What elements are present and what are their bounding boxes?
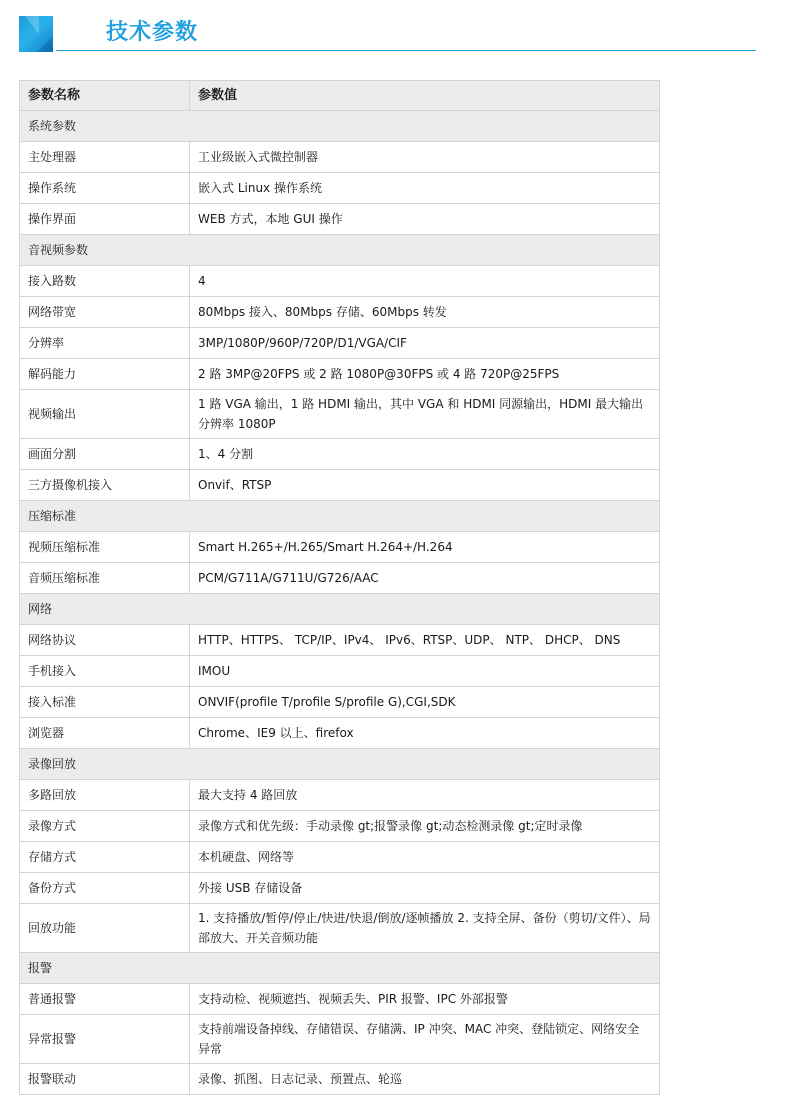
column-header-value: 参数值 [190, 81, 660, 111]
section-label: 音视频参数 [20, 235, 660, 266]
param-value: 嵌入式 Linux 操作系统 [190, 173, 660, 204]
param-value: HTTP、HTTPS、 TCP/IP、IPv4、 IPv6、RTSP、UDP、 NTP、 DHCP、 DNS [190, 625, 660, 656]
table-row [20, 656, 660, 687]
param-name: 视频输出 [20, 390, 190, 439]
spec-table [19, 80, 660, 1095]
table-row [20, 142, 660, 173]
param-value: Smart H.265+/H.265/Smart H.264+/H.264 [190, 532, 660, 563]
param-value: 4 [190, 266, 660, 297]
param-value: 工业级嵌入式微控制器 [190, 142, 660, 173]
table-row [20, 625, 660, 656]
param-value: WEB 方式，本地 GUI 操作 [190, 204, 660, 235]
param-value: 80Mbps 接入、80Mbps 存储、60Mbps 转发 [190, 297, 660, 328]
table-row [20, 439, 660, 470]
table-row [20, 687, 660, 718]
param-name: 分辨率 [20, 328, 190, 359]
table-row [20, 359, 660, 390]
param-name: 浏览器 [20, 718, 190, 749]
param-value: ONVIF(profile T/profile S/profile G),CGI,SDK [190, 687, 660, 718]
table-row [20, 328, 660, 359]
param-value: 录像、抓图、日志记录、预置点、轮巡 [190, 1064, 660, 1095]
section-label: 网络 [20, 594, 660, 625]
param-name: 手机接入 [20, 656, 190, 687]
table-row [20, 1015, 660, 1064]
param-name: 存储方式 [20, 842, 190, 873]
param-value: IMOU [190, 656, 660, 687]
param-name: 解码能力 [20, 359, 190, 390]
param-name: 报警联动 [20, 1064, 190, 1095]
table-header-row [20, 81, 660, 111]
param-name: 主处理器 [20, 142, 190, 173]
table-row [20, 984, 660, 1015]
column-header-name: 参数名称 [20, 81, 190, 111]
table-row [20, 204, 660, 235]
table-row [20, 873, 660, 904]
section-row [20, 501, 660, 532]
table-row [20, 904, 660, 953]
table-row [20, 811, 660, 842]
param-value: 1 路 VGA 输出，1 路 HDMI 输出，其中 VGA 和 HDMI 同源输出，HDMI 最大输出分辨率 1080P [190, 390, 660, 439]
spec-table-body [20, 111, 660, 1095]
param-name: 音频压缩标准 [20, 563, 190, 594]
param-value: 支持动检、视频遮挡、视频丢失、PIR 报警、IPC 外部报警 [190, 984, 660, 1015]
param-value: 最大支持 4 路回放 [190, 780, 660, 811]
param-name: 异常报警 [20, 1015, 190, 1064]
table-row [20, 470, 660, 501]
param-name: 网络带宽 [20, 297, 190, 328]
section-row [20, 594, 660, 625]
param-value: 外接 USB 存储设备 [190, 873, 660, 904]
param-value: Chrome、IE9 以上、firefox [190, 718, 660, 749]
param-name: 录像方式 [20, 811, 190, 842]
section-label: 报警 [20, 953, 660, 984]
param-name: 三方摄像机接入 [20, 470, 190, 501]
param-name: 备份方式 [20, 873, 190, 904]
param-name: 操作界面 [20, 204, 190, 235]
param-name: 操作系统 [20, 173, 190, 204]
param-name: 多路回放 [20, 780, 190, 811]
param-value: 2 路 3MP@20FPS 或 2 路 1080P@30FPS 或 4 路 720P@25FPS [190, 359, 660, 390]
title-divider [56, 50, 756, 51]
table-row [20, 1064, 660, 1095]
table-row [20, 780, 660, 811]
table-row [20, 390, 660, 439]
param-name: 接入标准 [20, 687, 190, 718]
param-name: 画面分割 [20, 439, 190, 470]
param-value: PCM/G711A/G711U/G726/AAC [190, 563, 660, 594]
param-value: 支持前端设备掉线、存储错误、存储满、IP 冲突、MAC 冲突、登陆锁定、网络安全异常 [190, 1015, 660, 1064]
param-value: 1、4 分割 [190, 439, 660, 470]
table-row [20, 297, 660, 328]
param-name: 网络协议 [20, 625, 190, 656]
table-row [20, 718, 660, 749]
table-row [20, 173, 660, 204]
param-name: 接入路数 [20, 266, 190, 297]
param-value: Onvif、RTSP [190, 470, 660, 501]
param-name: 回放功能 [20, 904, 190, 953]
page-header [0, 0, 800, 60]
param-name: 普通报警 [20, 984, 190, 1015]
section-label: 录像回放 [20, 749, 660, 780]
section-row [20, 235, 660, 266]
param-value: 本机硬盘、网络等 [190, 842, 660, 873]
section-label: 系统参数 [20, 111, 660, 142]
table-row [20, 532, 660, 563]
param-name: 视频压缩标准 [20, 532, 190, 563]
section-row [20, 953, 660, 984]
section-label: 压缩标准 [20, 501, 660, 532]
table-row [20, 266, 660, 297]
page-title: 技术参数 [106, 20, 199, 45]
table-row [20, 842, 660, 873]
section-row [20, 749, 660, 780]
param-value: 1. 支持播放/暂停/停止/快进/快退/倒放/逐帧播放 2. 支持全屏、备份（剪切/文件）、局部放大、开关音频功能 [190, 904, 660, 953]
param-value: 3MP/1080P/960P/720P/D1/VGA/CIF [190, 328, 660, 359]
brand-block-icon [19, 16, 53, 52]
section-row [20, 111, 660, 142]
param-value: 录像方式和优先级：手动录像 gt;报警录像 gt;动态检测录像 gt;定时录像 [190, 811, 660, 842]
table-row [20, 563, 660, 594]
